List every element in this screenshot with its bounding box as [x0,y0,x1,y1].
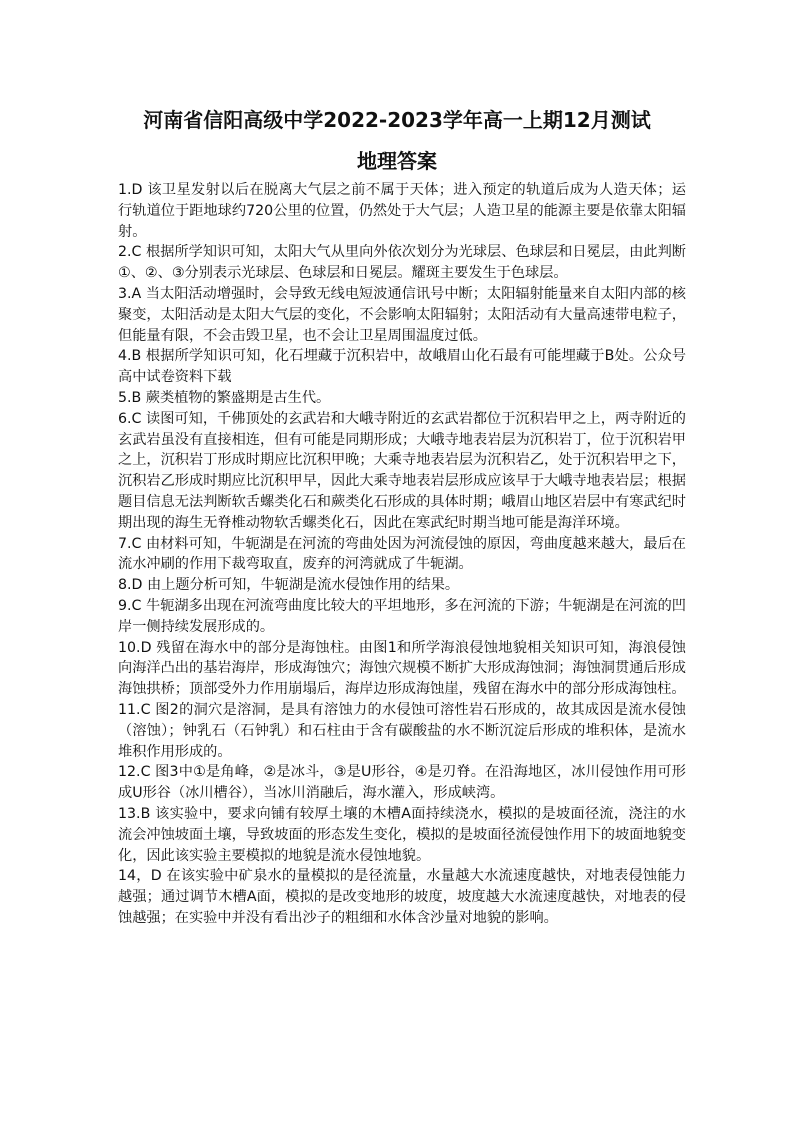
answer-item-4: 4.B 根据所学知识可知，化石埋藏于沉积岩中，故峨眉山化石最有可能埋藏于B处。公众号高中试卷资料下载 [118,348,686,386]
document-title: 河南省信阳高级中学2022-2023学年高一上期12月测试 [143,108,651,132]
answer-item-1: 1.D 该卫星发射以后在脱离大气层之前不属于天体；进入预定的轨道后成为人造天体；运行轨道位于距地球约720公里的位置，仍然处于大气层；人造卫星的能源主要是依靠太阳辐射。 [118,182,686,240]
answer-item-6: 6.C 读图可知，千佛顶处的玄武岩和大峨寺附近的玄武岩都位于沉积岩甲之上，两寺附近的玄武岩虽没有直接相连，但有可能是同期形成；大峨寺地表岩层为沉积岩丁，位于沉积岩甲之上，沉积岩丁形成时期应比沉积甲晚；大乘寺地表岩层为沉积岩乙，处于沉积岩甲之下，沉积岩乙形成时期应比沉积甲早，因此大乘寺地表岩层形成应该早于大峨寺地表岩层；根据题目信息无法判断软舌螺类化石和蕨类化石形成的具体时期；峨眉山地区岩层中有寒武纪时期出现的海生无脊椎动物软舌螺类化石，因此在寒武纪时期当地可能是海洋环境。 [118,410,686,531]
answer-item-12: 12.C 图3中①是角峰，②是冰斗，③是U形谷，④是刃脊。在沿海地区，冰川侵蚀作用可形成U形谷（冰川槽谷），当冰川消融后，海水灌入，形成峡湾。 [118,764,686,802]
answer-item-14: 14，D 在该实验中矿泉水的量模拟的是径流量，水量越大水流速度越快，对地表侵蚀能力越强；通过调节木槽A面，模拟的是改变地形的坡度，坡度越大水流速度越快，对地表的侵蚀越强；在实验中并没有看出沙子的粗细和水体含沙量对地貌的影响。 [118,868,686,926]
document-subtitle: 地理答案 [357,149,437,173]
answer-list [118,180,686,929]
answer-item-9: 9.C 牛轭湖多出现在河流弯曲度比较大的平坦地形，多在河流的下游；牛轭湖是在河流的凹岸一侧持续发展形成的。 [118,597,686,635]
answer-item-2: 2.C 根据所学知识可知，太阳大气从里向外依次划分为光球层、色球层和日冕层，由此判断①、②、③分别表示光球层、色球层和日冕层。耀斑主要发生于色球层。 [118,244,686,282]
answer-item-5: 5.B 蕨类植物的繁盛期是古生代。 [118,389,331,406]
answer-item-8: 8.D 由上题分析可知，牛轭湖是流水侵蚀作用的结果。 [118,577,460,594]
answer-item-7: 7.C 由材料可知，牛轭湖是在河流的弯曲处因为河流侵蚀的原因，弯曲度越来越大，最后在流水冲刷的作用下裁弯取直，废弃的河湾就成了牛轭湖。 [118,535,686,573]
answer-item-10: 10.D 残留在海水中的部分是海蚀柱。由图1和所学海浪侵蚀地貌相关知识可知，海浪侵蚀向海洋凸出的基岩海岸，形成海蚀穴；海蚀穴规模不断扩大形成海蚀洞；海蚀洞贯通后形成海蚀拱桥；顶部受外力作用崩塌后，海岸边形成海蚀崖，残留在海水中的部分形成海蚀柱。 [118,639,686,698]
answer-item-11: 11.C 图2的洞穴是溶洞，是具有溶蚀力的水侵蚀可溶性岩石形成的，故其成因是流水侵蚀（溶蚀）；钟乳石（石钟乳）和石柱由于含有碳酸盐的水不断沉淀后形成的堆积体，是流水堆积作用形成的。 [118,701,686,760]
answer-item-3: 3.A 当太阳活动增强时，会导致无线电短波通信讯号中断；太阳辐射能量来自太阳内部的核聚变，太阳活动是太阳大气层的变化，不会影响太阳辐射；太阳活动有大量高速带电粒子，但能量有限，不会击毁卫星，也不会让卫星周围温度过低。 [118,285,686,344]
answer-item-13: 13.B 该实验中，要求向铺有较厚土壤的木槽A面持续浇水，模拟的是坡面径流，浇注的水流会冲蚀坡面土壤，导致坡面的形态发生变化，模拟的是坡面径流侵蚀作用下的坡面地貌变化，因此该实验主要模拟的地貌是流水侵蚀地貌。 [118,805,686,864]
